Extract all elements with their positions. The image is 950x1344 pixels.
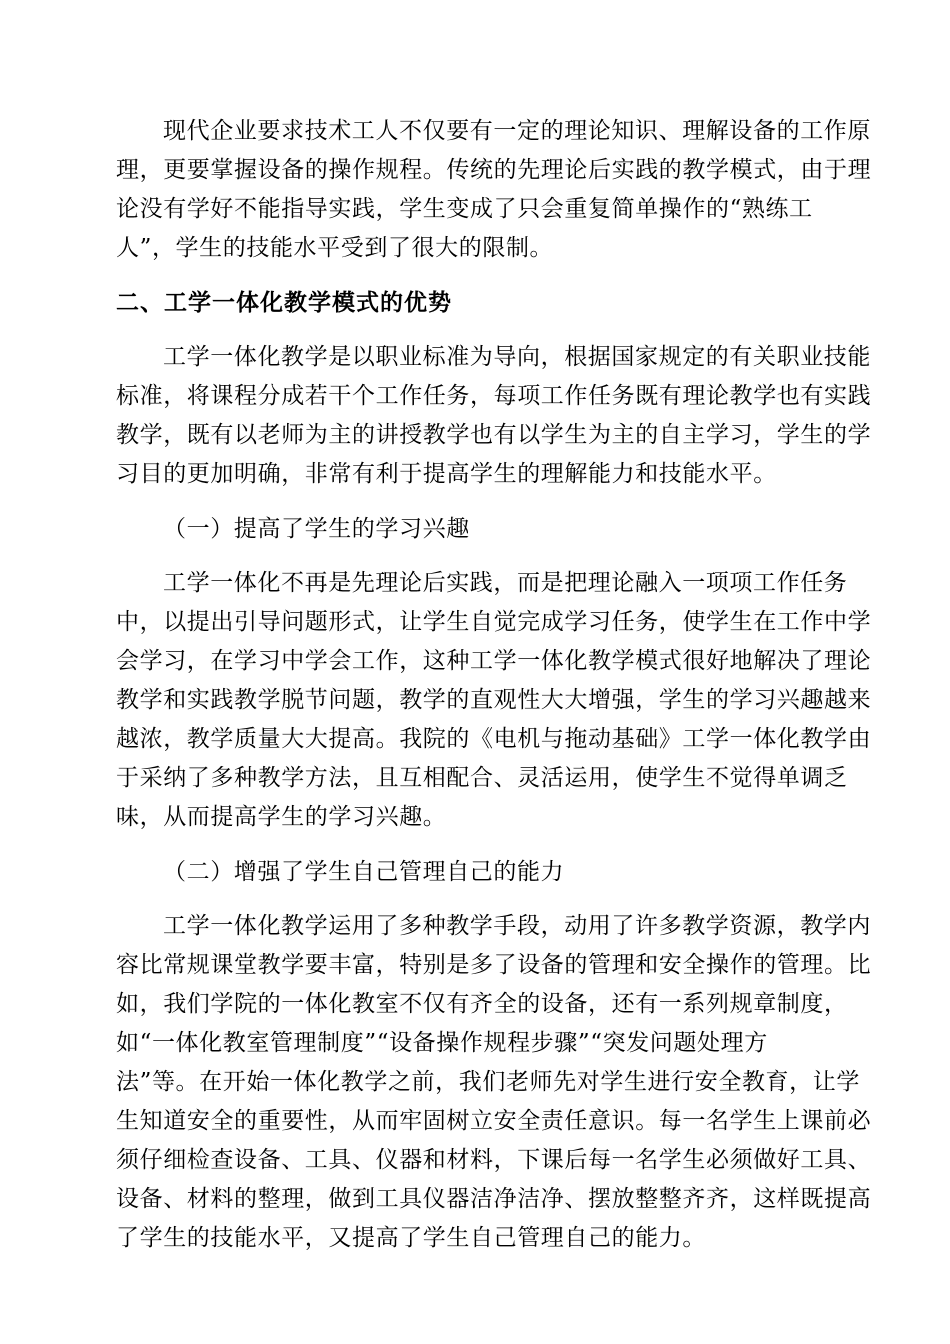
- paragraph-line: 教学，既有以老师为主的讲授教学也有以学生为主的自主学习，学生的学: [116, 422, 872, 448]
- paragraph-line: 生知道安全的重要性，从而牢固树立安全责任意识。每一名学生上课前必: [116, 1108, 872, 1134]
- paragraph-line: 工学一体化教学是以职业标准为导向，根据国家规定的有关职业技能: [163, 344, 871, 370]
- paragraph-line: 中，以提出引导问题形式，让学生自觉完成学习任务，使学生在工作中学: [116, 609, 872, 635]
- paragraph-line: 味，从而提高学生的学习兴趣。: [116, 804, 447, 830]
- paragraph-line: 越浓，教学质量大大提高。我院的《电机与拖动基础》工学一体化教学由: [116, 726, 872, 752]
- paragraph-line: 于采纳了多种教学方法，且互相配合、灵活运用，使学生不觉得单调乏: [116, 765, 848, 791]
- paragraph-line: 如“一体化教室管理制度”“设备操作规程步骤”“突发问题处理方: [116, 1030, 768, 1056]
- paragraph-line: 容比常规课堂教学要丰富，特别是多了设备的管理和安全操作的管理。比: [116, 952, 872, 978]
- subheading-1: （一）提高了学生的学习兴趣: [163, 516, 470, 542]
- paragraph-line: 现代企业要求技术工人不仅要有一定的理论知识、理解设备的工作原: [163, 118, 871, 144]
- paragraph-line: 法”等。在开始一体化教学之前，我们老师先对学生进行安全教育，让学: [116, 1069, 860, 1095]
- paragraph-line: 理，更要掌握设备的操作规程。传统的先理论后实践的教学模式，由于理: [116, 157, 872, 183]
- paragraph-line: 人”，学生的技能水平受到了很大的限制。: [116, 235, 554, 261]
- paragraph-line: 标准，将课程分成若干个工作任务，每项工作任务既有理论教学也有实践: [116, 383, 872, 409]
- paragraph-line: 设备、材料的整理，做到工具仪器洁净洁净、摆放整整齐齐，这样既提高: [116, 1186, 872, 1212]
- section-heading: 二、工学一体化教学模式的优势: [116, 290, 452, 316]
- subheading-2: （二）增强了学生自己管理自己的能力: [163, 859, 565, 885]
- paragraph-line: 须仔细检查设备、工具、仪器和材料，下课后每一名学生必须做好工具、: [116, 1147, 872, 1173]
- paragraph-line: 工学一体化教学运用了多种教学手段，动用了许多教学资源，教学内: [163, 913, 871, 939]
- paragraph-line: 工学一体化不再是先理论后实践，而是把理论融入一项项工作任务: [163, 570, 848, 596]
- paragraph-line: 教学和实践教学脱节问题，教学的直观性大大增强，学生的学习兴趣越来: [116, 687, 872, 713]
- paragraph-line: 论没有学好不能指导实践，学生变成了只会重复简单操作的“熟练工: [116, 196, 813, 222]
- paragraph-line: 会学习，在学习中学会工作，这种工学一体化教学模式很好地解决了理论: [116, 648, 872, 674]
- paragraph-line: 如，我们学院的一体化教室不仅有齐全的设备，还有一系列规章制度，: [116, 991, 848, 1017]
- paragraph-line: 了学生的技能水平，又提高了学生自己管理自己的能力。: [116, 1225, 706, 1251]
- paragraph-line: 习目的更加明确，非常有利于提高学生的理解能力和技能水平。: [116, 461, 777, 487]
